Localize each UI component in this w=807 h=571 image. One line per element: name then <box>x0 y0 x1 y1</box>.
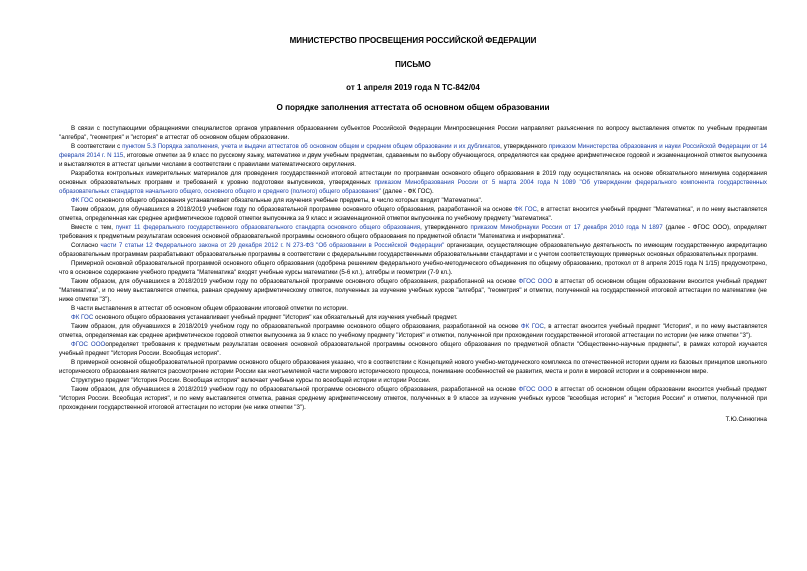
paragraph-text: Таким образом, для обучавшихся в 2018/2019 учебном году по образовательной программе основного общего образования, разработанной на основе <box>71 278 519 285</box>
paragraph-text: В соответствии с <box>71 143 123 150</box>
paragraph <box>59 376 767 385</box>
document-link[interactable]: ФГОС ООО <box>518 278 553 285</box>
paragraph-text: основного общего образования устанавливает учебный предмет "История" как обязательный для изучения учебный предмет. <box>93 314 458 321</box>
document-date-number: от 1 апреля 2019 года N ТС-842/04 <box>346 83 480 92</box>
paragraph <box>59 313 767 322</box>
paragraph <box>59 259 767 277</box>
paragraph <box>59 205 767 223</box>
paragraph-text: , в аттестат вносится учебный предмет "История", и по нему выставляется отметка, определяемая как среднее арифметическое годовой отметки выпускника за 9 класс по учебному предмету "История" и отметки, полученной при прохождении государственной итоговой аттестации по истории (не ниже отметки "3"). <box>59 323 767 339</box>
paragraph-text: В примерной основной общеобразовательной программе основного общего образования указано, что в соответствии с Концепцией нового учебно-методического комплекса по отечественной истории одним из базовых принципов школьного исторического образования является рассмотрение истории России как неотъемлемой части мирового исторического процесса, понимание особенностей ее развития, места и роли в мировой истории и в современном мире. <box>59 359 767 375</box>
document-link[interactable]: ФГОС ООО <box>518 386 553 393</box>
paragraph-text: организации, осуществляющие образовательную деятельность по имеющим государственную аккредитацию образовательным программам разрабатывают образовательные программы в соответствии с федеральными государственными образовательными стандартами и с учетом соответствующих примерных основных образовательных программ. <box>59 242 767 258</box>
paragraph-text: В связи с поступающими обращениями специалистов органов управления образованием субъектов Российской Федерации Минпросвещения России направляет разъяснения по вопросу выставления отметок по учебным предметам "алгебра", "геометрия" и "история" в аттестат об основном общем образовании. <box>59 125 767 141</box>
ministry-title: МИНИСТЕРСТВО ПРОСВЕЩЕНИЯ РОССИЙСКОЙ ФЕДЕРАЦИИ <box>289 36 537 45</box>
letter-body <box>59 124 767 412</box>
document-subject: О порядке заполнения аттестата об основном общем образовании <box>276 103 550 112</box>
paragraph-text: , утвержденного <box>420 224 471 231</box>
paragraph-text: Структурно предмет "История России. Всеобщая история" включает учебные курсы по всеобщей истории и истории России. <box>71 377 431 384</box>
paragraph-text: (далее - ФГОС ООО), определяет требования к предметным результатам освоения основной образовательной программы основного общего образования по предметной области "Математика и информатика". <box>59 224 768 240</box>
paragraph-text: В части выставления в аттестат об основном общем образовании итоговой отметки по истории. <box>71 305 348 312</box>
paragraph-text: Таким образом, для обучавшихся в 2018/2019 учебном году по образовательной программе основного общего образования, разработанной на основе <box>71 386 519 393</box>
document-link[interactable]: приказом Минобразования России от 5 марта 2004 года N 1089 "Об утверждении федерального компонента государственных образовательных стандартов начального общего, основного общего и среднего (полного) общего образования" <box>59 179 768 195</box>
paragraph-text: основного общего образования устанавливает обязательные для изучения учебные предметы, в число которых входит "Математика". <box>93 197 483 204</box>
paragraph-text: Разработка контрольных измерительных материалов для проведения государственной итоговой аттестации по программам основного общего образования в 2019 году осуществлялась на основе обязательного минимума содержания основных образовательных программ и требований к уровню подготовки выпускников, утвержденных <box>59 170 767 186</box>
paragraph <box>59 322 767 340</box>
paragraph-text: Таким образом, для обучавшихся в 2018/2019 учебном году по образовательной программе основного общего образования, разработанной на основе <box>71 206 515 213</box>
paragraph-text: Примерной основной образовательной программой основного общего образования (одобрена решением федерального учебно-методического объединения по общему образованию, протокол от 8 апреля 2015 года N 1/15) предусмотрено, что в основное содержание учебного предмета "Математика" входят учебные курсы математики (5-6 кл.), алгебры и геометрии (7-9 кл.). <box>59 260 767 276</box>
document-link[interactable]: приказом Министерства образования и науки Российской Федерации от 14 февраля 2014 г. N 115 <box>59 143 767 159</box>
paragraph <box>59 223 767 241</box>
paragraph <box>59 277 767 304</box>
paragraph-text: определяет требования к предметным результатам освоения основной образовательной программы основного общего образования по предметной области "Общественно-научные предметы", в рамках которой изучается учебный предмет "История России. Всеобщая история". <box>59 341 767 357</box>
paragraph <box>59 241 767 259</box>
document-link[interactable]: ФК ГОС <box>514 206 537 213</box>
paragraph <box>59 196 767 205</box>
paragraph <box>59 124 767 142</box>
paragraph <box>59 385 767 412</box>
paragraph-text: , в аттестат вносится учебный предмет "Математика", и по нему выставляется отметка, определенная как среднее арифметическое годовой отметки выпускника за 9 класс и экзаменационной отметки выпускника по учебному предмету "математика". <box>59 206 767 222</box>
document-link[interactable]: ФК ГОС <box>71 314 94 321</box>
document-link[interactable]: ФК ГОС <box>71 197 94 204</box>
document-link[interactable]: ФК ГОС <box>520 323 544 330</box>
document-link[interactable]: ФГОС ООО <box>71 341 106 348</box>
paragraph-text: в аттестат об основном общем образовании вносится учебный предмет "История России. Всеобщая история", и по нему выставляется отметка, равная среднему арифметическому отметок, полученных в 9 классе за изучение учебных курсов "всеобщая история" и "история России" и отметки, полученной при прохождении государственной итоговой аттестации по истории (не ниже отметки "3"). <box>59 386 767 411</box>
document-type: ПИСЬМО <box>395 60 431 69</box>
document-link[interactable]: части 7 статьи 12 Федерального закона от 29 декабря 2012 г. N 273-ФЗ "Об образовании в Российской Федерации" <box>100 242 445 249</box>
paragraph-text: Таким образом, для обучавшихся в 2018/2019 учебном году по образовательной программе основного общего образования, разработанной на основе <box>71 323 521 330</box>
paragraph-text: (далее - ФК ГОС). <box>380 188 434 195</box>
paragraph <box>59 358 767 376</box>
paragraph-text: в аттестат об основном общем образовании вносится учебный предмет "Математика", и по нему выставляется отметка, равная среднему арифметическому отметок, полученных за изучение учебных курсов "алгебра", "геометрия" и отметки, полученной на государственной итоговой аттестации по математике (не ниже отметки "3"). <box>59 278 767 303</box>
paragraph-text: , итоговые отметки за 9 класс по русскому языку, математике и двум учебным предметам, сдаваемым по выбору обучающегося, определяются как среднее арифметическое годовой и экзаменационной отметок выпускника и выставляются в аттестат целыми числами в соответствии с правилами математического округления. <box>59 152 767 168</box>
paragraph <box>59 142 767 169</box>
signature: Т.Ю.Синюгина <box>725 416 767 423</box>
paragraph <box>59 304 767 313</box>
document-link[interactable]: пункт 11 федерального государственного образовательного стандарта основного общего образования <box>115 224 421 231</box>
paragraph <box>59 169 767 196</box>
paragraph-text: , утвержденного <box>500 143 549 150</box>
paragraph-text: Согласно <box>71 242 101 249</box>
paragraph-text: Вместе с тем, <box>71 224 116 231</box>
paragraph <box>59 340 767 358</box>
document-link[interactable]: приказом Минобрнауки России от 17 декабря 2010 года N 1897 <box>470 224 663 231</box>
document-link[interactable]: пунктом 5.3 Порядка заполнения, учета и выдачи аттестатов об основном общем и среднем общем образовании и их дубликатов <box>122 143 501 150</box>
